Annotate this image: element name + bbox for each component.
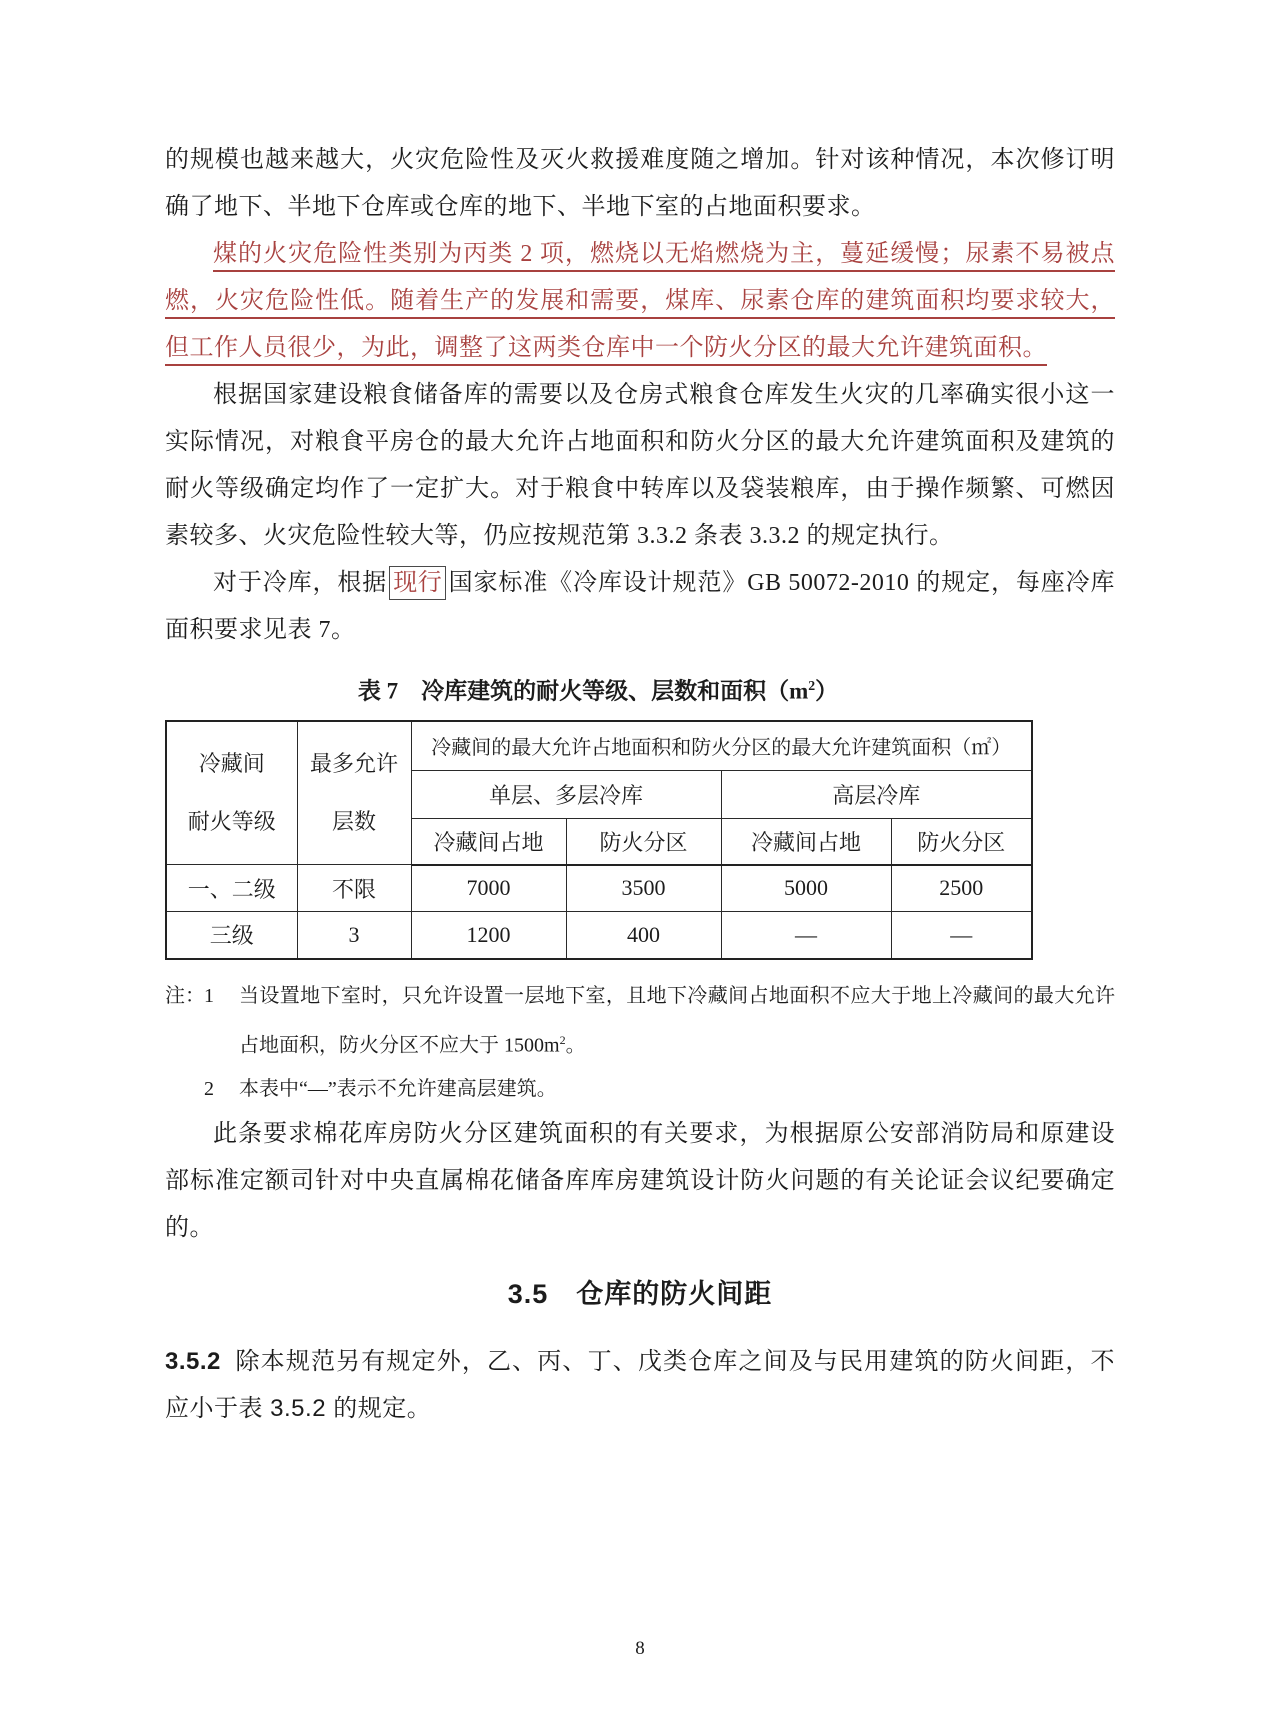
revision-boxed-term: 现行 (389, 566, 446, 600)
page-content (165, 137, 1115, 1432)
coldstore-text-after: 国家标准《冷库设计规范》GB 50072-2010 的规定，每座冷库面积要求见表 7。 (165, 570, 1115, 643)
fire-resistance-table (165, 720, 1033, 960)
cell-high-compartment: 2500 (891, 865, 1032, 912)
header-max-floors (297, 721, 411, 865)
header-sub-compartment-high: 防火分区 (891, 819, 1032, 865)
note-1-text-end: 。 (565, 1034, 586, 1057)
table-row-grade-1-2 (166, 865, 1032, 912)
cell-low-footprint: 1200 (411, 912, 566, 959)
note-label: 注： (165, 984, 205, 1007)
caption-text: 表 7 冷库建筑的耐火等级、层数和面积（m (357, 678, 809, 704)
header-span-title: 冷藏间的最大允许占地面积和防火分区的最大允许建筑面积（㎡） (411, 721, 1032, 771)
section-heading: 3.5 仓库的防火间距 (507, 1279, 773, 1310)
cell-grade: 三级 (166, 912, 297, 959)
revision-paragraph: 煤的火灾危险性类别为丙类 2 项，燃烧以无焰燃烧为主，蔓延缓慢；尿素不易被点燃，火灾危险性低。随着生产的发展和需要，煤库、尿素仓库的建筑面积均要求较大，但工作人员很少，为此，调整了这两类仓库中一个防火分区的最大允许建筑面积。 (165, 241, 1115, 361)
note-2-text: 本表中“—”表示不允许建高层建筑。 (239, 1078, 557, 1101)
header-group-low-rise: 单层、多层冷库 (411, 771, 721, 819)
cell-low-compartment: 3500 (566, 865, 721, 912)
clause-number: 3.5.2 (165, 1348, 221, 1376)
header-group-high-rise: 高层冷库 (721, 771, 1032, 819)
body-paragraph-grain: 根据国家建设粮食储备库的需要以及仓房式粮食仓库发生火灾的几率确实很小这一实际情况，对粮食平房仓的最大允许占地面积和防火分区的最大允许建筑面积及建筑的耐火等级确定均作了一定扩大。对于粮食中转库以及袋装粮库，由于操作频繁、可燃因素较多、火灾危险性较大等，仍应按规范第 3.3.2 条表 3.3.2 的规定执行。 (165, 382, 1115, 549)
header-floors-line2: 层数 (331, 808, 376, 834)
note-1-text: 当设置地下室时，只允许设置一层地下室，且地下冷藏间占地面积不应大于地上冷藏间的最大允许占地面积，防火分区不应大于 1500m (239, 984, 1115, 1057)
cell-high-footprint: — (721, 912, 891, 959)
coldstore-text-before: 对于冷库，根据 (213, 570, 388, 596)
body-paragraph-cotton: 此条要求棉花库房防火分区建筑面积的有关要求，为根据原公安部消防局和原建设部标准定额司针对中央直属棉花储备库库房建筑设计防火问题的有关论证会议纪要确定的。 (165, 1121, 1115, 1242)
header-grade-line1: 冷藏间 (198, 750, 265, 776)
table-7-block (165, 664, 1031, 960)
note-1-superscript: 2 (559, 1032, 566, 1047)
body-paragraph-continuation: 的规模也越来越大，火灾危险性及灭火救援难度随之增加。针对该种情况，本次修订明确了地下、半地下仓库或仓库的地下、半地下室的占地面积要求。 (165, 147, 1115, 220)
page-number: 8 (635, 1638, 645, 1659)
cell-floors: 不限 (297, 865, 411, 912)
header-sub-footprint-low: 冷藏间占地 (411, 819, 566, 865)
table-row-grade-3 (166, 912, 1032, 959)
table-notes (165, 974, 1115, 1112)
note-1-number: 1 (204, 984, 214, 1007)
table-note-1 (165, 974, 1115, 1068)
cell-high-footprint: 5000 (721, 865, 891, 912)
cell-high-compartment: — (891, 912, 1032, 959)
table-note-2 (165, 1067, 1115, 1111)
header-sub-footprint-high: 冷藏间占地 (721, 819, 891, 865)
body-paragraph-coldstore (165, 560, 1115, 654)
caption-superscript: 2 (808, 678, 816, 693)
cell-low-footprint: 7000 (411, 865, 566, 912)
header-fire-resistance-grade (166, 721, 297, 865)
note-2-number: 2 (204, 1078, 214, 1101)
cell-floors: 3 (297, 912, 411, 959)
header-floors-line1: 最多允许 (309, 750, 398, 776)
clause-text: 除本规范另有规定外，乙、丙、丁、戊类仓库之间及与民用建筑的防火间距，不应小于表 3.5.2 的规定。 (165, 1348, 1115, 1423)
header-sub-compartment-low: 防火分区 (566, 819, 721, 865)
cell-grade: 一、二级 (166, 865, 297, 912)
header-grade-line2: 耐火等级 (187, 808, 276, 834)
clause-paragraph (165, 1338, 1115, 1432)
cell-low-compartment: 400 (566, 912, 721, 959)
caption-close: ） (815, 678, 839, 704)
table-caption (165, 664, 1031, 714)
